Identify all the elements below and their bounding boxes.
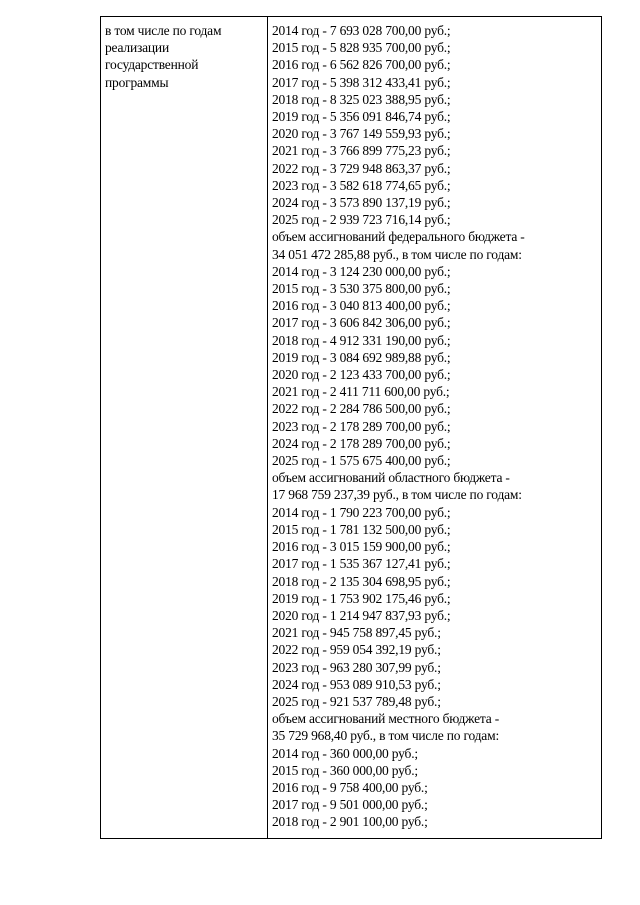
amount-line: 2024 год - 953 089 910,53 руб.; — [272, 676, 441, 692]
amount-line: 2022 год - 3 729 948 863,37 руб.; — [272, 160, 451, 176]
amount-line: 2020 год - 2 123 433 700,00 руб.; — [272, 367, 451, 383]
amount-line: 2023 год - 963 280 307,99 руб.; — [272, 659, 441, 675]
budget-table — [100, 16, 602, 839]
amount-line: 2017 год - 3 606 842 306,00 руб.; — [272, 315, 451, 331]
label-line: государственной — [105, 57, 199, 73]
amount-line: 2025 год - 1 575 675 400,00 руб.; — [272, 453, 451, 469]
amount-line: 2018 год - 2 901 100,00 руб.; — [272, 814, 428, 830]
amount-line: 2020 год - 3 767 149 559,93 руб.; — [272, 126, 451, 142]
amount-line: 2025 год - 921 537 789,48 руб.; — [272, 693, 441, 709]
amount-line: 2018 год - 4 912 331 190,00 руб.; — [272, 332, 451, 348]
amount-line: 2017 год - 9 501 000,00 руб.; — [272, 797, 428, 813]
left-cell-label — [105, 22, 263, 91]
amount-line: 2020 год - 1 214 947 837,93 руб.; — [272, 607, 451, 623]
amount-line: 2016 год - 3 015 159 900,00 руб.; — [272, 539, 451, 555]
amount-line: 2024 год - 3 573 890 137,19 руб.; — [272, 195, 451, 211]
label-line: в том числе по годам — [105, 23, 222, 38]
amount-line: 2016 год - 6 562 826 700,00 руб.; — [272, 57, 451, 73]
amount-line: объем ассигнований федерального бюджета - — [272, 229, 525, 245]
amount-line: 2024 год - 2 178 289 700,00 руб.; — [272, 435, 451, 451]
amount-line: 2014 год - 3 124 230 000,00 руб.; — [272, 263, 451, 279]
right-cell-amounts — [272, 22, 600, 831]
amount-line: 2019 год - 3 084 692 989,88 руб.; — [272, 349, 451, 365]
amount-line: 2015 год - 360 000,00 руб.; — [272, 762, 418, 778]
amount-line: 2016 год - 9 758 400,00 руб.; — [272, 779, 428, 795]
amount-line: 2018 год - 2 135 304 698,95 руб.; — [272, 573, 451, 589]
label-line: реализации — [105, 40, 169, 56]
amount-line: 17 968 759 237,39 руб., в том числе по годам: — [272, 487, 522, 503]
amount-line: 2015 год - 1 781 132 500,00 руб.; — [272, 521, 451, 537]
column-divider — [267, 17, 268, 838]
amount-line: 2016 год - 3 040 813 400,00 руб.; — [272, 298, 451, 314]
amount-line: 2015 год - 5 828 935 700,00 руб.; — [272, 40, 451, 56]
amount-line: 2014 год - 1 790 223 700,00 руб.; — [272, 504, 451, 520]
amount-line: 2023 год - 2 178 289 700,00 руб.; — [272, 418, 451, 434]
amount-line: 2021 год - 945 758 897,45 руб.; — [272, 625, 441, 641]
amount-line: объем ассигнований областного бюджета - — [272, 470, 510, 486]
amount-line: 2019 год - 1 753 902 175,46 руб.; — [272, 590, 451, 606]
amount-line: 2017 год - 5 398 312 433,41 руб.; — [272, 74, 451, 90]
amount-line: 2019 год - 5 356 091 846,74 руб.; — [272, 109, 451, 125]
amount-line: 2023 год - 3 582 618 774,65 руб.; — [272, 177, 451, 193]
amount-line: 34 051 472 285,88 руб., в том числе по годам: — [272, 246, 522, 262]
amount-line: 2014 год - 7 693 028 700,00 руб.; — [272, 23, 451, 38]
label-line: программы — [105, 74, 169, 90]
amount-line: 2021 год - 2 411 711 600,00 руб.; — [272, 384, 450, 400]
amount-line: 2015 год - 3 530 375 800,00 руб.; — [272, 281, 451, 297]
amount-line: 2025 год - 2 939 723 716,14 руб.; — [272, 212, 451, 228]
amount-line: 2018 год - 8 325 023 388,95 руб.; — [272, 91, 451, 107]
amount-line: объем ассигнований местного бюджета - — [272, 711, 499, 727]
amount-line: 35 729 968,40 руб., в том числе по годам: — [272, 728, 499, 744]
amount-line: 2022 год - 2 284 786 500,00 руб.; — [272, 401, 451, 417]
amount-line: 2022 год - 959 054 392,19 руб.; — [272, 642, 441, 658]
amount-line: 2017 год - 1 535 367 127,41 руб.; — [272, 556, 451, 572]
amount-line: 2021 год - 3 766 899 775,23 руб.; — [272, 143, 451, 159]
amount-line: 2014 год - 360 000,00 руб.; — [272, 745, 418, 761]
